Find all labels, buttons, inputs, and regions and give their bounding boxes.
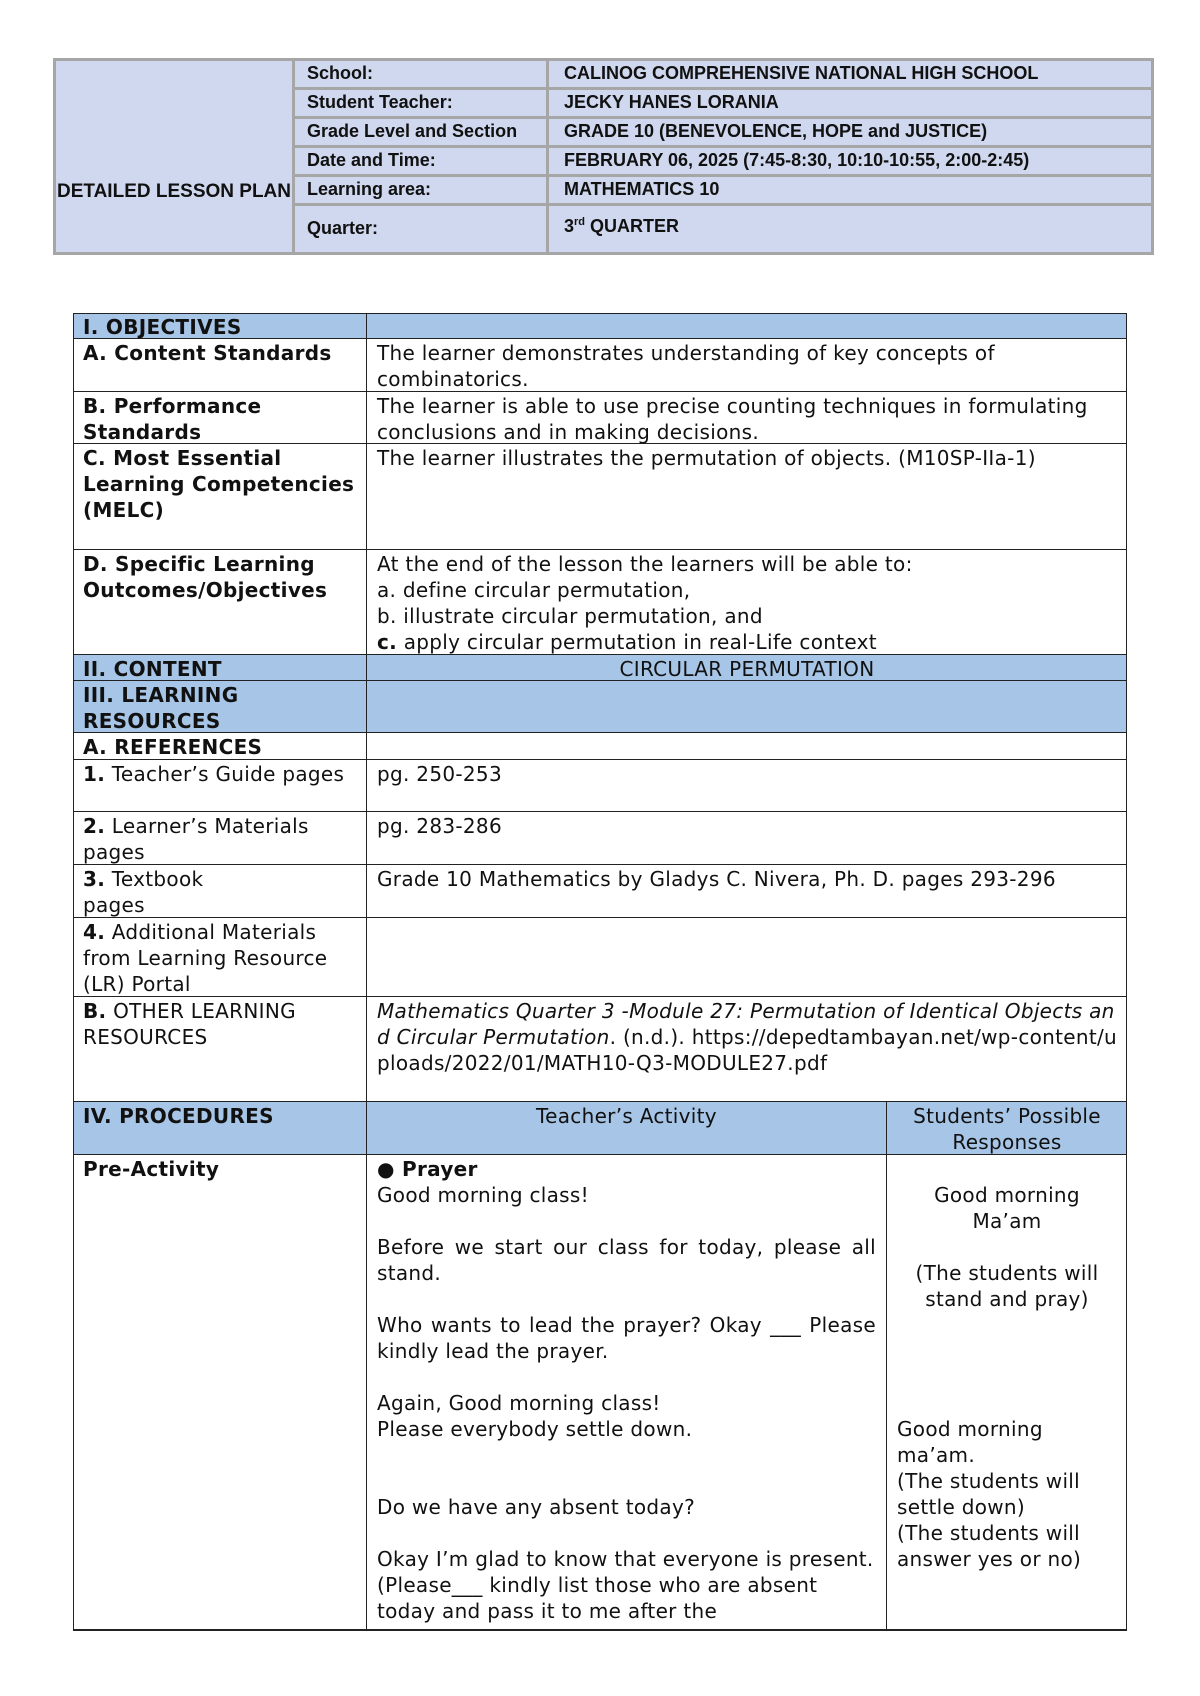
specific-objectives-label: D. Specific Learning Outcomes/Objectives	[83, 552, 328, 602]
pre-activity-label: Pre-Activity	[83, 1157, 220, 1181]
content-heading: II. CONTENT	[83, 657, 222, 681]
header-row-date	[295, 148, 1151, 174]
teacher-label: Student Teacher:	[307, 92, 453, 112]
melc-text: The learner illustrates the permutation of objects. (M10SP-IIa-1)	[366, 444, 1127, 549]
content-row	[73, 655, 1127, 681]
resources-row	[73, 681, 1127, 733]
header-row-area	[295, 177, 1151, 203]
teachers-guide-pages: pg. 250-253	[366, 760, 1127, 811]
resources-heading: III. LEARNING RESOURCES	[83, 683, 239, 733]
prayer-heading: ● Prayer	[377, 1157, 478, 1181]
header-title-cell	[56, 61, 295, 252]
school-label: School:	[307, 63, 373, 83]
textbook-row	[73, 865, 1127, 918]
header-row-grade	[295, 119, 1151, 145]
quarter-label: Quarter:	[307, 218, 379, 238]
performance-standards-text: The learner is able to use precise counting techniques in formulating conclusions and in making decisions.	[366, 392, 1127, 443]
procedures-row	[73, 1102, 1127, 1155]
header-title: DETAILED LESSON PLAN	[57, 180, 291, 202]
learners-materials-row	[73, 812, 1127, 865]
other-resources-citation: Mathematics Quarter 3 -Module 27: Permutation of Identical Objects and Circular Permutation. (n.d.). https://depedtambayan.net/wp-content/uploads/2022/01/MATH10-Q3-MODULE27.pdf	[366, 997, 1127, 1101]
teacher-activity-cell: ● Prayer Good morning class! Before we start our class for today, please all stand. Who wants to lead the prayer? Okay ___ Please kindly lead the prayer. Again, Good morning class! Please everybody settle down. Do we have any absent today? Okay I’m glad to know that everyone is present. (Please___ kindly list those who are absent today and pass it to me after the	[366, 1155, 886, 1630]
references-heading: A. REFERENCES	[83, 735, 263, 759]
objectives-heading: I. OBJECTIVES	[83, 315, 242, 339]
textbook-label: 3. Textbook pages	[83, 867, 204, 917]
table-bottom-border	[73, 1629, 1127, 1631]
grade-label: Grade Level and Section	[307, 121, 518, 141]
teacher-value: JECKY HANES LORANIA	[564, 92, 779, 112]
melc-label: C. Most Essential Learning Competencies (MELC)	[83, 446, 355, 522]
teachers-guide-row	[73, 760, 1127, 812]
date-label: Date and Time:	[307, 150, 436, 170]
content-topic: CIRCULAR PERMUTATION	[366, 655, 1127, 680]
header-row-school	[295, 61, 1151, 87]
content-standards-label: A. Content Standards	[83, 341, 332, 365]
content-standards-text: The learner demonstrates understanding of key concepts of combinatorics.	[366, 339, 1127, 391]
date-value: FEBRUARY 06, 2025 (7:45-8:30, 10:10-10:55, 2:00-2:45)	[564, 150, 1030, 170]
students-responses-heading: Students’ Possible Responses	[886, 1102, 1127, 1154]
performance-standards-label: B. Performance Standards	[83, 394, 262, 444]
other-resources-label: B. OTHER LEARNING RESOURCES	[83, 999, 296, 1049]
area-value: MATHEMATICS 10	[564, 179, 720, 199]
learners-materials-label: 2. Learner’s Materials pages	[83, 814, 309, 864]
additional-materials-row	[73, 918, 1127, 997]
header-row-teacher	[295, 90, 1151, 116]
other-resources-row	[73, 997, 1127, 1102]
school-value: CALINOG COMPREHENSIVE NATIONAL HIGH SCHOOL	[564, 63, 1039, 83]
teacher-activity-heading: Teacher’s Activity	[366, 1102, 886, 1154]
textbook-pages: Grade 10 Mathematics by Gladys C. Nivera, Ph. D. pages 293-296	[366, 865, 1127, 917]
bullet-icon: ●	[377, 1157, 395, 1181]
grade-value: GRADE 10 (BENEVOLENCE, HOPE and JUSTICE)	[564, 121, 988, 141]
area-label: Learning area:	[307, 179, 432, 199]
teachers-guide-label: 1. Teacher’s Guide pages	[83, 762, 345, 786]
melc-row	[73, 444, 1127, 550]
pre-activity-row	[73, 1155, 1127, 1630]
students-responses-cell: Good morning Ma’am (The students will stand and pray) Good morning ma’am. (The students will settle down) (The students will answer yes or no)	[886, 1155, 1127, 1630]
specific-objectives-text: At the end of the lesson the learners will be able to: a. define circular permutation, b. illustrate circular permutation, and c. apply circular permutation in real-Life context	[366, 550, 1127, 654]
header-row-quarter	[295, 206, 1151, 252]
lesson-plan-header	[53, 58, 1154, 255]
quarter-value: 3rd QUARTER	[564, 216, 680, 236]
content-standards-row	[73, 339, 1127, 392]
specific-objectives-row	[73, 550, 1127, 655]
additional-materials-value	[366, 918, 1127, 996]
performance-standards-row	[73, 392, 1127, 444]
additional-materials-label: 4. Additional Materials from Learning Resource (LR) Portal	[83, 920, 328, 996]
references-row	[73, 733, 1127, 760]
objectives-row	[73, 313, 1127, 339]
learners-materials-pages: pg. 283-286	[366, 812, 1127, 864]
procedures-heading: IV. PROCEDURES	[83, 1104, 274, 1128]
